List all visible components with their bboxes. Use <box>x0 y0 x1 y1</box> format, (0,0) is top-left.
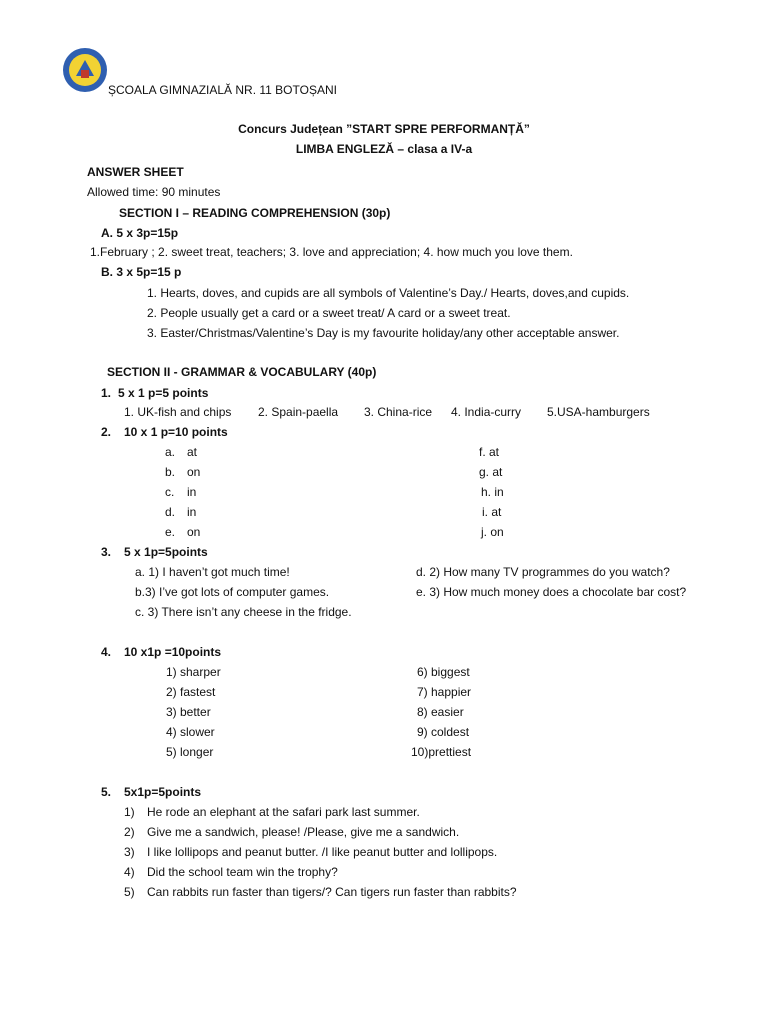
ex1-answer-1: 1. UK-fish and chips <box>124 405 232 419</box>
ex4-number: 4. <box>101 645 112 659</box>
ex5-item-4-text: Did the school team win the trophy? <box>147 865 338 879</box>
ex5-item-1-text: He rode an elephant at the safari park last summer. <box>147 805 420 819</box>
section1-partA-label: A. 5 x 3p=15p <box>101 226 179 240</box>
ex4-answer-4: 4) slower <box>166 725 215 739</box>
ex2-answer-e: on <box>187 525 201 539</box>
ex3-answer-a: a. 1) I haven’t got much time! <box>135 565 290 579</box>
ex2-answer-j: j. on <box>481 525 504 539</box>
ex5-item-5-text: Can rabbits run faster than tigers/? Can tigers run faster than rabbits? <box>147 885 517 899</box>
ex2-answer-f: f. at <box>479 445 500 459</box>
ex2-letter-d: d. <box>165 505 176 519</box>
ex3-answer-d: d. 2) How many TV programmes do you watch? <box>416 565 670 579</box>
section1-partB-answer-2: 2. People usually get a card or a sweet treat/ A card or a sweet treat. <box>147 306 511 320</box>
section1-partB-answer-1: 1. Hearts, doves, and cupids are all symbols of Valentine’s Day./ Hearts, doves,and cupids. <box>147 286 630 300</box>
contest-title: Concurs Județean ”START SPRE PERFORMANȚĂ” <box>238 122 530 136</box>
ex4-answer-3: 3) better <box>166 705 211 719</box>
ex1-answer-2: 2. Spain-paella <box>258 405 339 419</box>
school-logo-icon <box>62 46 108 94</box>
ex3-answer-b: b.3) I’ve got lots of computer games. <box>135 585 330 599</box>
ex2-answer-g: g. at <box>479 465 503 479</box>
ex1-label: 5 x 1 p=5 points <box>118 386 209 400</box>
school-name: ȘCOALA GIMNAZIALĂ NR. 11 BOTOȘANI <box>108 83 337 97</box>
ex5-item-4-number: 4) <box>124 865 135 879</box>
ex4-label: 10 x1p =10points <box>124 645 222 659</box>
ex4-answer-7: 7) happier <box>417 685 472 699</box>
ex4-answer-5: 5) longer <box>166 745 214 759</box>
ex5-item-5-number: 5) <box>124 885 135 899</box>
section1-partA-answer: 1.February ; 2. sweet treat, teachers; 3. love and appreciation; 4. how much you love them. <box>90 245 573 259</box>
ex5-item-2-text: Give me a sandwich, please! /Please, give me a sandwich. <box>147 825 460 839</box>
ex1-answer-5: 5.USA-hamburgers <box>547 405 650 419</box>
ex5-number: 5. <box>101 785 112 799</box>
ex5-item-2-number: 2) <box>124 825 135 839</box>
allowed-time: Allowed time: 90 minutes <box>87 185 221 199</box>
ex2-answer-c: in <box>187 485 197 499</box>
ex4-answer-8: 8) easier <box>417 705 464 719</box>
ex2-answer-a: at <box>187 445 198 459</box>
ex4-answer-9: 9) coldest <box>417 725 470 739</box>
ex2-letter-b: b. <box>165 465 176 479</box>
ex2-letter-a: a. <box>165 445 176 459</box>
sheet-title: ANSWER SHEET <box>87 165 184 179</box>
subject-title: LIMBA ENGLEZĂ – clasa a IV-a <box>295 142 473 156</box>
ex5-label: 5x1p=5points <box>124 785 202 799</box>
section2-title: SECTION II - GRAMMAR & VOCABULARY (40p) <box>107 365 377 379</box>
ex1-answer-3: 3. China-rice <box>364 405 433 419</box>
ex5-item-1-number: 1) <box>124 805 135 819</box>
ex3-number: 3. <box>101 545 112 559</box>
ex2-answer-i: i. at <box>482 505 502 519</box>
ex2-number: 2. <box>101 425 112 439</box>
ex4-answer-1: 1) sharper <box>166 665 221 679</box>
ex2-answer-h: h. in <box>481 485 504 499</box>
ex1-number: 1. <box>101 386 112 400</box>
ex3-label: 5 x 1p=5points <box>124 545 208 559</box>
ex2-answer-d: in <box>187 505 197 519</box>
ex5-item-3-text: I like lollipops and peanut butter. /I like peanut butter and lollipops. <box>147 845 498 859</box>
ex3-answer-c: c. 3) There isn’t any cheese in the fridge. <box>135 605 352 619</box>
ex2-letter-c: c. <box>165 485 175 499</box>
ex5-item-3-number: 3) <box>124 845 135 859</box>
ex1-answer-4: 4. India-curry <box>451 405 522 419</box>
ex3-answer-e: e. 3) How much money does a chocolate bar cost? <box>416 585 687 599</box>
ex2-label: 10 x 1 p=10 points <box>124 425 228 439</box>
ex2-answer-b: on <box>187 465 201 479</box>
ex4-answer-2: 2) fastest <box>166 685 216 699</box>
ex2-letter-e: e. <box>165 525 176 539</box>
section1-partB-answer-3: 3. Easter/Christmas/Valentine’s Day is my favourite holiday/any other acceptable answer. <box>147 326 620 340</box>
section1-title: SECTION I – READING COMPREHENSION (30p) <box>119 206 391 220</box>
section1-partB-label: B. 3 x 5p=15 p <box>101 265 182 279</box>
ex4-answer-10: 10)prettiest <box>411 745 472 759</box>
ex4-answer-6: 6) biggest <box>417 665 470 679</box>
